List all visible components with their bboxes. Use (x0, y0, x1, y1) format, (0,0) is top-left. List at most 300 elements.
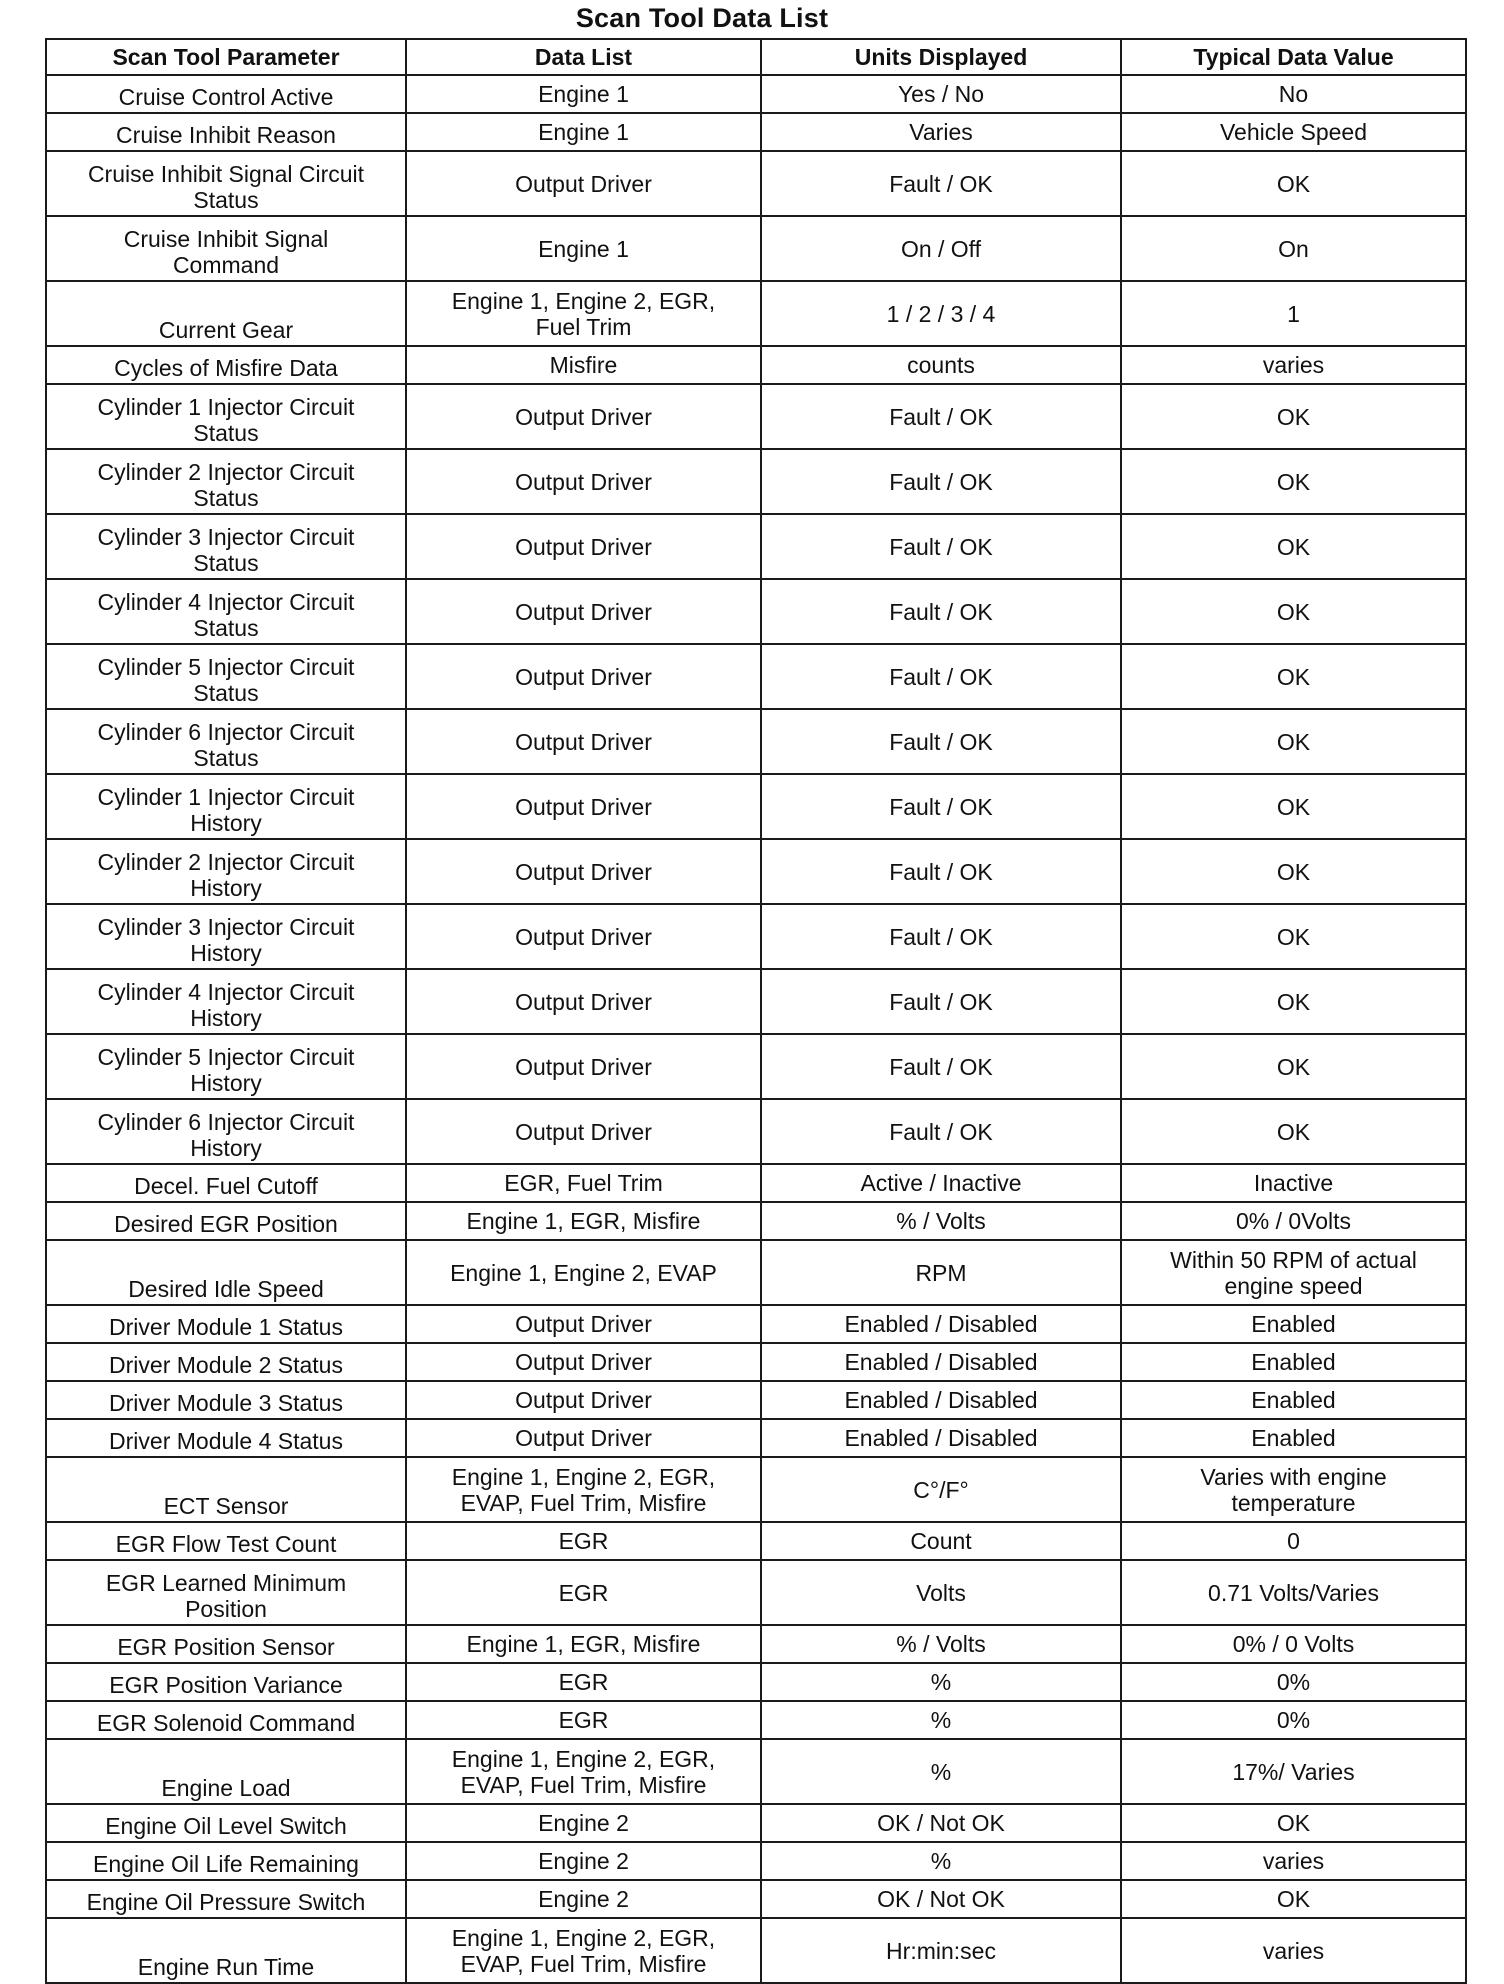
cell-typical-value (1121, 969, 1466, 1034)
cell-units-text: Fault / OK (889, 858, 993, 885)
cell-parameter-text: Cruise Inhibit Signal Circuit Status (87, 161, 365, 213)
cell-data-list-text: Engine 1, Engine 2, EGR, Fuel Trim (451, 287, 716, 340)
cell-data-list-text: Engine 2 (538, 1810, 629, 1836)
table-row (46, 1381, 1466, 1419)
cell-data-list (406, 1305, 761, 1343)
cell-units (761, 216, 1121, 281)
cell-units (761, 1343, 1121, 1381)
table-row (46, 839, 1466, 904)
cell-data-list (406, 1381, 761, 1419)
cell-typical-value-text: OK (1276, 663, 1311, 690)
cell-data-list-text: Output Driver (515, 793, 652, 820)
cell-units (761, 1880, 1121, 1918)
table-row (46, 1804, 1466, 1842)
cell-typical-value-text: 0 (1287, 1528, 1300, 1554)
cell-typical-value-text: 0% (1276, 1669, 1311, 1695)
cell-typical-value-text: varies (1262, 1937, 1325, 1964)
cell-data-list (406, 1522, 761, 1560)
cell-data-list (406, 1560, 761, 1625)
cell-data-list-text: Output Driver (515, 663, 652, 690)
cell-units-text: Fault / OK (889, 170, 993, 197)
cell-parameter-text: EGR Solenoid Command (96, 1710, 356, 1736)
cell-data-list-text: EGR (558, 1579, 609, 1606)
cell-parameter (46, 1305, 406, 1343)
cell-parameter (46, 839, 406, 904)
cell-units-text: Count (910, 1528, 972, 1554)
cell-units-text: Enabled / Disabled (844, 1311, 1038, 1337)
cell-parameter (46, 774, 406, 839)
cell-data-list-text: Output Driver (515, 988, 652, 1015)
cell-data-list-text: Output Driver (515, 598, 652, 625)
cell-units-text: Enabled / Disabled (844, 1387, 1038, 1413)
cell-parameter-text: Cylinder 5 Injector Circuit History (97, 1044, 355, 1096)
cell-parameter (46, 644, 406, 709)
cell-typical-value (1121, 1560, 1466, 1625)
cell-units (761, 1099, 1121, 1164)
cell-typical-value-text: varies (1262, 352, 1325, 378)
cell-typical-value-text: On (1278, 235, 1309, 262)
cell-parameter-text: Engine Oil Pressure Switch (86, 1889, 366, 1915)
cell-typical-value (1121, 1625, 1466, 1663)
page-title: Scan Tool Data List (575, 3, 829, 33)
cell-units (761, 904, 1121, 969)
cell-typical-value (1121, 514, 1466, 579)
cell-parameter (46, 1381, 406, 1419)
cell-parameter-text: Driver Module 1 Status (109, 1314, 343, 1340)
table-row (46, 904, 1466, 969)
cell-typical-value (1121, 1164, 1466, 1202)
cell-parameter (46, 904, 406, 969)
cell-units-text: Fault / OK (889, 1053, 993, 1080)
cell-units-text: Fault / OK (889, 403, 993, 430)
cell-typical-value (1121, 1842, 1466, 1880)
cell-units-text: On / Off (900, 235, 982, 262)
cell-parameter-text: Cruise Inhibit Reason (116, 122, 336, 148)
cell-units-text: C°/F° (913, 1476, 969, 1503)
cell-data-list (406, 1663, 761, 1701)
cell-units (761, 1842, 1121, 1880)
cell-units (761, 449, 1121, 514)
cell-typical-value-text: OK (1276, 728, 1311, 755)
cell-data-list-text: Output Driver (515, 858, 652, 885)
cell-units (761, 1804, 1121, 1842)
cell-typical-value (1121, 1381, 1466, 1419)
cell-units (761, 113, 1121, 151)
cell-parameter (46, 113, 406, 151)
table-row (46, 113, 1466, 151)
table-row (46, 579, 1466, 644)
cell-parameter-text: Driver Module 4 Status (109, 1428, 343, 1454)
cell-parameter (46, 709, 406, 774)
cell-data-list (406, 1918, 761, 1983)
cell-typical-value-text: Enabled (1251, 1425, 1336, 1451)
cell-typical-value-text: OK (1276, 1118, 1311, 1145)
cell-typical-value (1121, 1343, 1466, 1381)
cell-units-text: Fault / OK (889, 598, 993, 625)
cell-parameter-text: Cylinder 5 Injector Circuit Status (97, 654, 355, 706)
cell-typical-value-text: Enabled (1251, 1311, 1336, 1337)
cell-units (761, 1663, 1121, 1701)
cell-typical-value (1121, 281, 1466, 346)
cell-parameter-text: Current Gear (158, 317, 294, 343)
cell-parameter-text: EGR Flow Test Count (115, 1531, 337, 1557)
cell-units (761, 709, 1121, 774)
cell-parameter (46, 1560, 406, 1625)
cell-typical-value (1121, 1099, 1466, 1164)
cell-parameter-text: Cylinder 2 Injector Circuit Status (97, 459, 355, 511)
cell-data-list-text: EGR, Fuel Trim (504, 1170, 663, 1196)
cell-data-list-text: Output Driver (515, 923, 652, 950)
cell-units-text: 1 / 2 / 3 / 4 (886, 300, 996, 327)
cell-units-text: Fault / OK (889, 468, 993, 495)
cell-units-text: Fault / OK (889, 923, 993, 950)
cell-typical-value-text: 17%/ Varies (1232, 1758, 1355, 1785)
cell-data-list-text: Output Driver (515, 468, 652, 495)
cell-data-list-text: Misfire (549, 352, 618, 378)
column-header-data-list: Data List (406, 39, 761, 75)
cell-data-list-text: Output Driver (515, 403, 652, 430)
cell-parameter-text: Cylinder 4 Injector Circuit History (97, 979, 355, 1031)
cell-units (761, 75, 1121, 113)
cell-parameter-text: Cylinder 1 Injector Circuit Status (97, 394, 355, 446)
cell-typical-value-text: OK (1276, 988, 1311, 1015)
cell-parameter-text: ECT Sensor (163, 1493, 289, 1519)
cell-units (761, 644, 1121, 709)
cell-data-list (406, 904, 761, 969)
cell-parameter (46, 1625, 406, 1663)
cell-typical-value-text: OK (1276, 1053, 1311, 1080)
cell-typical-value (1121, 1739, 1466, 1804)
cell-typical-value-text: 1 (1287, 300, 1300, 327)
cell-data-list-text: Output Driver (515, 1349, 652, 1375)
cell-typical-value-text: OK (1276, 170, 1311, 197)
cell-data-list (406, 644, 761, 709)
cell-data-list-text: Engine 1, EGR, Misfire (466, 1631, 701, 1657)
cell-parameter-text: EGR Position Sensor (117, 1634, 335, 1660)
scan-tool-data-table (45, 38, 1467, 1984)
table-row (46, 75, 1466, 113)
cell-typical-value-text: Within 50 RPM of actual engine speed (1170, 1246, 1417, 1299)
cell-parameter-text: Desired Idle Speed (128, 1276, 324, 1302)
cell-data-list (406, 1240, 761, 1305)
table-row (46, 1663, 1466, 1701)
table-row (46, 1560, 1466, 1625)
cell-data-list-text: Output Driver (515, 533, 652, 560)
cell-units-text: Fault / OK (889, 533, 993, 560)
cell-data-list (406, 514, 761, 579)
cell-typical-value (1121, 113, 1466, 151)
cell-units-text: OK / Not OK (877, 1810, 1005, 1836)
cell-typical-value (1121, 1880, 1466, 1918)
cell-parameter-text: Cycles of Misfire Data (114, 355, 338, 381)
table-header-row (46, 39, 1466, 75)
cell-data-list-text: Engine 2 (538, 1848, 629, 1874)
cell-data-list-text: Output Driver (515, 1425, 652, 1451)
cell-data-list (406, 1842, 761, 1880)
cell-typical-value-text: 0% / 0Volts (1235, 1208, 1352, 1234)
cell-units (761, 1560, 1121, 1625)
cell-typical-value (1121, 384, 1466, 449)
cell-parameter (46, 1343, 406, 1381)
cell-parameter (46, 1202, 406, 1240)
cell-typical-value (1121, 644, 1466, 709)
table-row (46, 1343, 1466, 1381)
cell-units-text: Fault / OK (889, 663, 993, 690)
cell-units (761, 1164, 1121, 1202)
cell-data-list-text: Engine 1 (538, 119, 629, 145)
cell-units (761, 1701, 1121, 1739)
cell-parameter (46, 216, 406, 281)
cell-data-list (406, 449, 761, 514)
cell-data-list-text: Output Driver (515, 1118, 652, 1145)
cell-parameter (46, 151, 406, 216)
cell-units-text: % (930, 1669, 952, 1695)
cell-parameter-text: Engine Oil Level Switch (105, 1813, 347, 1839)
cell-units (761, 1305, 1121, 1343)
cell-typical-value-text: Enabled (1251, 1387, 1336, 1413)
cell-units (761, 1457, 1121, 1522)
cell-parameter (46, 1842, 406, 1880)
cell-parameter (46, 449, 406, 514)
cell-data-list (406, 1625, 761, 1663)
cell-units-text: Volts (916, 1579, 966, 1606)
cell-typical-value-text: OK (1276, 923, 1311, 950)
table-row (46, 774, 1466, 839)
table-row (46, 1739, 1466, 1804)
cell-data-list (406, 151, 761, 216)
table-row (46, 1034, 1466, 1099)
cell-data-list (406, 1202, 761, 1240)
table-row (46, 281, 1466, 346)
cell-data-list (406, 1739, 761, 1804)
cell-units (761, 1240, 1121, 1305)
cell-data-list (406, 216, 761, 281)
cell-data-list (406, 969, 761, 1034)
cell-parameter-text: EGR Position Variance (109, 1672, 343, 1698)
cell-typical-value-text: 0.71 Volts/Varies (1208, 1579, 1379, 1606)
cell-data-list-text: EGR (558, 1669, 609, 1695)
table-row (46, 1880, 1466, 1918)
cell-typical-value (1121, 1457, 1466, 1522)
cell-units-text: % / Volts (896, 1631, 986, 1657)
cell-typical-value (1121, 1034, 1466, 1099)
cell-units (761, 1202, 1121, 1240)
cell-typical-value-text: varies (1262, 1848, 1325, 1874)
cell-parameter (46, 1739, 406, 1804)
cell-parameter-text: Cylinder 3 Injector Circuit Status (97, 524, 355, 576)
cell-units (761, 346, 1121, 384)
cell-units (761, 1739, 1121, 1804)
cell-parameter (46, 1804, 406, 1842)
cell-parameter-text: Cylinder 2 Injector Circuit History (97, 849, 355, 901)
cell-typical-value-text: 0% / 0 Volts (1232, 1631, 1355, 1657)
cell-units-text: Fault / OK (889, 1118, 993, 1145)
table-row (46, 969, 1466, 1034)
cell-data-list (406, 1343, 761, 1381)
cell-typical-value (1121, 449, 1466, 514)
cell-units (761, 514, 1121, 579)
table-row (46, 1625, 1466, 1663)
cell-parameter (46, 1701, 406, 1739)
cell-parameter-text: Cylinder 6 Injector Circuit History (97, 1109, 355, 1161)
cell-parameter-text: EGR Learned Minimum Position (105, 1570, 347, 1622)
cell-typical-value-text: Varies with engine temperature (1200, 1463, 1387, 1516)
cell-data-list (406, 1099, 761, 1164)
table-row (46, 1701, 1466, 1739)
cell-units-text: Fault / OK (889, 988, 993, 1015)
cell-data-list (406, 281, 761, 346)
column-header-units: Units Displayed (761, 39, 1121, 75)
cell-data-list-text: Engine 1, Engine 2, EGR, EVAP, Fuel Trim, Misfire (451, 1745, 716, 1798)
cell-parameter-text: Cylinder 6 Injector Circuit Status (97, 719, 355, 771)
cell-data-list-text: Output Driver (515, 1311, 652, 1337)
cell-units-text: RPM (915, 1259, 967, 1286)
column-header-typical-value: Typical Data Value (1121, 39, 1466, 75)
cell-parameter (46, 384, 406, 449)
cell-parameter-text: Engine Oil Life Remaining (93, 1851, 359, 1877)
cell-data-list-text: EGR (558, 1707, 609, 1733)
table-row (46, 1240, 1466, 1305)
cell-parameter (46, 579, 406, 644)
cell-units-text: % (930, 1848, 952, 1874)
cell-units (761, 384, 1121, 449)
table-row (46, 514, 1466, 579)
cell-parameter (46, 1880, 406, 1918)
table-row (46, 384, 1466, 449)
table-row (46, 1457, 1466, 1522)
cell-data-list (406, 346, 761, 384)
cell-parameter (46, 1457, 406, 1522)
cell-parameter-text: Engine Load (161, 1775, 291, 1801)
cell-data-list (406, 774, 761, 839)
cell-units (761, 1381, 1121, 1419)
cell-data-list (406, 1164, 761, 1202)
cell-parameter (46, 514, 406, 579)
cell-typical-value-text: 0% (1276, 1707, 1311, 1733)
table-row (46, 1202, 1466, 1240)
cell-data-list (406, 113, 761, 151)
cell-typical-value (1121, 1240, 1466, 1305)
cell-typical-value (1121, 1918, 1466, 1983)
cell-typical-value (1121, 1202, 1466, 1240)
cell-typical-value (1121, 1419, 1466, 1457)
table-row (46, 1305, 1466, 1343)
table-row (46, 449, 1466, 514)
cell-units-text: % / Volts (896, 1208, 986, 1234)
cell-typical-value-text: OK (1276, 598, 1311, 625)
cell-typical-value-text: OK (1276, 1810, 1311, 1836)
cell-parameter (46, 1419, 406, 1457)
cell-data-list (406, 1034, 761, 1099)
cell-parameter-text: Cruise Inhibit Signal Command (123, 226, 329, 278)
cell-parameter (46, 75, 406, 113)
table-row (46, 1918, 1466, 1983)
cell-units-text: counts (907, 352, 975, 378)
table-row (46, 216, 1466, 281)
cell-typical-value (1121, 709, 1466, 774)
cell-typical-value-text: OK (1276, 403, 1311, 430)
cell-typical-value (1121, 1701, 1466, 1739)
cell-data-list-text: Engine 1 (538, 81, 629, 107)
cell-units (761, 969, 1121, 1034)
cell-data-list-text: Engine 1, Engine 2, EGR, EVAP, Fuel Trim, Misfire (451, 1463, 716, 1516)
cell-data-list-text: Engine 1 (538, 235, 629, 262)
cell-typical-value (1121, 1663, 1466, 1701)
cell-typical-value-text: Enabled (1251, 1349, 1336, 1375)
cell-typical-value (1121, 1522, 1466, 1560)
table-row (46, 1842, 1466, 1880)
cell-units (761, 1625, 1121, 1663)
cell-units-text: % (930, 1707, 952, 1733)
table-row (46, 1419, 1466, 1457)
table-row (46, 1164, 1466, 1202)
cell-data-list (406, 1419, 761, 1457)
cell-parameter-text: Cylinder 4 Injector Circuit Status (97, 589, 355, 641)
cell-data-list (406, 384, 761, 449)
cell-typical-value-text: Vehicle Speed (1219, 119, 1368, 145)
cell-data-list (406, 839, 761, 904)
cell-parameter (46, 1522, 406, 1560)
cell-parameter (46, 1663, 406, 1701)
cell-typical-value (1121, 774, 1466, 839)
cell-data-list-text: Engine 1, Engine 2, EGR, EVAP, Fuel Trim, Misfire (451, 1924, 716, 1977)
cell-data-list-text: Output Driver (515, 1387, 652, 1413)
cell-typical-value-text: OK (1276, 533, 1311, 560)
cell-data-list-text: Engine 1, Engine 2, EVAP (450, 1259, 717, 1286)
cell-units-text: Enabled / Disabled (844, 1425, 1038, 1451)
cell-typical-value-text: OK (1276, 468, 1311, 495)
cell-units-text: % (930, 1758, 952, 1785)
cell-parameter-text: Decel. Fuel Cutoff (134, 1173, 318, 1199)
cell-units-text: Fault / OK (889, 793, 993, 820)
cell-parameter-text: Engine Run Time (137, 1954, 315, 1980)
cell-data-list (406, 579, 761, 644)
cell-parameter-text: Driver Module 3 Status (109, 1390, 343, 1416)
cell-parameter (46, 346, 406, 384)
cell-parameter (46, 281, 406, 346)
cell-typical-value (1121, 346, 1466, 384)
cell-typical-value (1121, 579, 1466, 644)
cell-data-list (406, 75, 761, 113)
cell-parameter (46, 1034, 406, 1099)
cell-typical-value (1121, 839, 1466, 904)
cell-units (761, 579, 1121, 644)
cell-data-list (406, 1804, 761, 1842)
cell-typical-value (1121, 216, 1466, 281)
cell-parameter-text: Desired EGR Position (114, 1211, 338, 1237)
cell-parameter-text: Cylinder 3 Injector Circuit History (97, 914, 355, 966)
cell-data-list-text: Output Driver (515, 1053, 652, 1080)
cell-parameter-text: Cylinder 1 Injector Circuit History (97, 784, 355, 836)
cell-units-text: Hr:min:sec (886, 1937, 996, 1964)
cell-typical-value-text: OK (1276, 793, 1311, 820)
cell-units (761, 1034, 1121, 1099)
table-row (46, 1099, 1466, 1164)
cell-units-text: Yes / No (897, 81, 985, 107)
cell-data-list (406, 1701, 761, 1739)
cell-typical-value (1121, 1305, 1466, 1343)
column-header-parameter: Scan Tool Parameter (46, 39, 406, 75)
cell-units (761, 1522, 1121, 1560)
cell-typical-value (1121, 75, 1466, 113)
table-row (46, 151, 1466, 216)
cell-parameter (46, 1240, 406, 1305)
table-row (46, 1522, 1466, 1560)
cell-typical-value-text: No (1278, 81, 1309, 107)
cell-parameter-text: Driver Module 2 Status (109, 1352, 343, 1378)
cell-parameter (46, 1099, 406, 1164)
cell-units-text: Varies (909, 119, 973, 145)
